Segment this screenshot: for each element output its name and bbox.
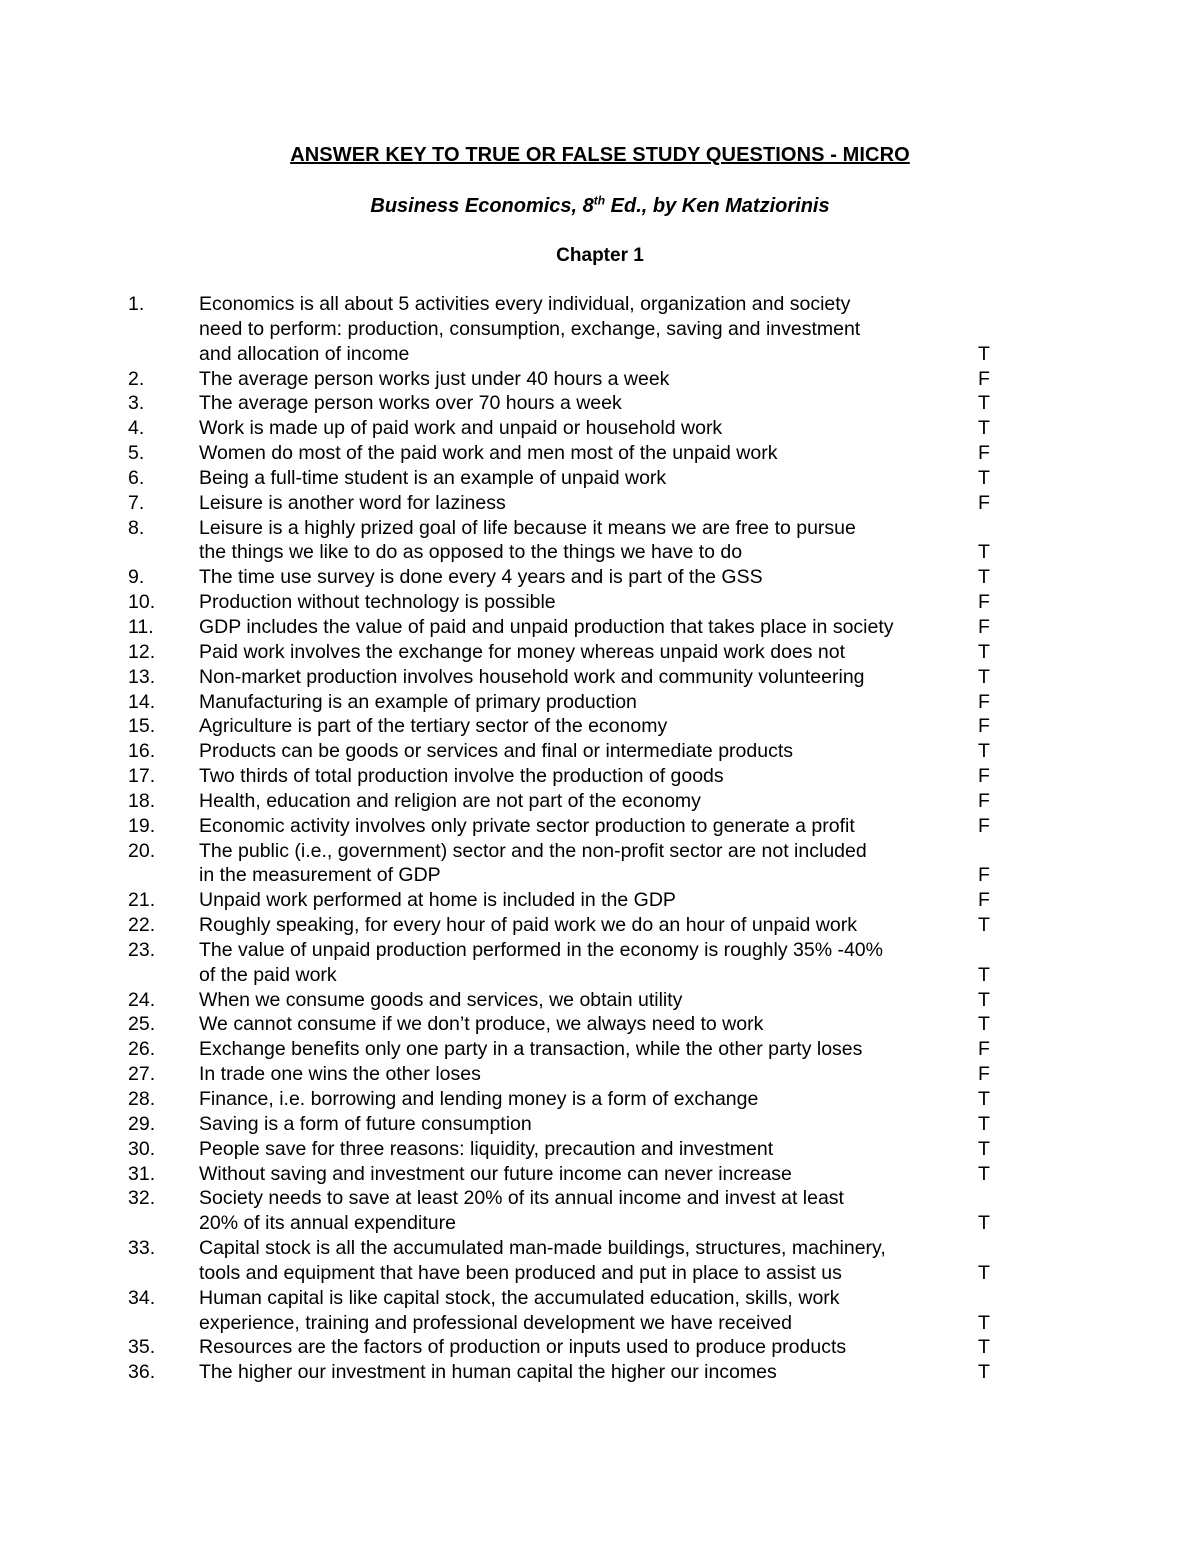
answer-mark: F [978, 367, 990, 390]
question-number: 14. [128, 690, 156, 713]
answer-mark: T [978, 392, 990, 415]
question-text-line: Agriculture is part of the tertiary sector of the economy [199, 715, 668, 738]
question-number: 30. [128, 1137, 156, 1160]
question-number: 19. [128, 814, 156, 837]
question-number: 18. [128, 789, 156, 812]
question-item [0, 391, 1200, 416]
question-text-line: The time use survey is done every 4 years and is part of the GSS [199, 566, 763, 589]
answer-mark: F [978, 1038, 990, 1061]
question-item [0, 516, 1200, 566]
question-text-line: Roughly speaking, for every hour of paid work we do an hour of unpaid work [199, 914, 857, 937]
question-text [199, 416, 969, 441]
question-text-line: When we consume goods and services, we obtain utility [199, 988, 683, 1011]
question-text [199, 988, 969, 1013]
answer-mark: F [978, 864, 990, 887]
question-item [0, 839, 1200, 889]
question-text [199, 441, 969, 466]
question-number: 25. [128, 1013, 156, 1036]
question-text [199, 1062, 969, 1087]
question-text-line: Human capital is like capital stock, the accumulated education, skills, work [199, 1286, 840, 1309]
question-text-line: The public (i.e., government) sector and the non-profit sector are not included [199, 839, 867, 862]
answer-mark: F [978, 765, 990, 788]
question-item [0, 615, 1200, 640]
question-text [199, 565, 969, 590]
answer-mark: F [978, 715, 990, 738]
question-item [0, 1186, 1200, 1236]
question-text-line: The average person works just under 40 hours a week [199, 367, 670, 390]
question-text-line: Economic activity involves only private sector production to generate a profit [199, 814, 855, 837]
question-number: 36. [128, 1361, 156, 1384]
question-item [0, 739, 1200, 764]
subtitle-text-rest: Ed., by Ken Matziorinis [605, 195, 830, 217]
question-text-line: People save for three reasons: liquidity, precaution and investment [199, 1137, 774, 1160]
answer-mark: T [978, 1212, 990, 1235]
question-text-line: Finance, i.e. borrowing and lending money is a form of exchange [199, 1088, 759, 1110]
question-number: 22. [128, 914, 156, 937]
question-text-line: tools and equipment that have been produced and put in place to assist us [199, 1261, 842, 1284]
question-text [199, 1360, 969, 1385]
question-text [199, 938, 969, 988]
question-text-line: Work is made up of paid work and unpaid or household work [199, 417, 723, 440]
question-item [0, 764, 1200, 789]
question-text-line: The average person works over 70 hours a week [199, 392, 622, 415]
question-text [199, 690, 969, 715]
question-text-line: experience, training and professional development we have received [199, 1311, 792, 1334]
question-text-line: Paid work involves the exchange for money whereas unpaid work does not [199, 640, 846, 663]
question-text [199, 1186, 969, 1236]
question-number: 10. [128, 591, 156, 614]
question-item [0, 1236, 1200, 1286]
chapter-heading: Chapter 1 [556, 245, 644, 266]
question-item [0, 1137, 1200, 1162]
answer-mark: F [978, 1063, 990, 1086]
question-item [0, 1360, 1200, 1385]
question-text [199, 913, 969, 938]
question-text [199, 1087, 969, 1112]
question-item [0, 367, 1200, 392]
question-text-line: In trade one wins the other loses [199, 1063, 481, 1086]
answer-mark: F [978, 591, 990, 614]
answer-mark: T [978, 1137, 990, 1160]
answer-mark: T [978, 665, 990, 688]
answer-mark: T [978, 914, 990, 937]
question-number: 26. [128, 1038, 156, 1061]
question-item [0, 665, 1200, 690]
question-text-line: need to perform: production, consumption, exchange, saving and investment [199, 317, 861, 340]
answer-mark: F [978, 789, 990, 812]
question-text-line: Women do most of the paid work and men most of the unpaid work [199, 442, 778, 465]
question-text-line: The higher our investment in human capital the higher our incomes [199, 1361, 777, 1384]
answer-mark: T [978, 1311, 990, 1334]
question-number: 20. [128, 839, 156, 862]
answer-mark: T [978, 417, 990, 440]
question-item [0, 292, 1200, 367]
question-text [199, 1286, 969, 1336]
document-title: ANSWER KEY TO TRUE OR FALSE STUDY QUESTIONS - MICRO [290, 144, 910, 166]
question-text-line: Products can be goods or services and final or intermediate products [199, 740, 793, 763]
subtitle-superscript: th [593, 193, 606, 208]
question-item [0, 1112, 1200, 1137]
question-item [0, 913, 1200, 938]
answer-mark: F [978, 814, 990, 837]
question-number: 17. [128, 765, 156, 788]
question-text-line: Leisure is another word for laziness [199, 491, 506, 514]
question-number: 13. [128, 665, 156, 688]
question-number: 6. [128, 466, 145, 489]
question-item [0, 814, 1200, 839]
question-text-line: the things we like to do as opposed to the things we have to do [199, 541, 743, 564]
question-number: 23. [128, 938, 156, 961]
question-text-line: Unpaid work performed at home is included in the GDP [199, 889, 676, 912]
question-text [199, 1037, 969, 1062]
answer-mark: T [978, 466, 990, 489]
answer-mark: T [978, 1336, 990, 1359]
question-text-line: Resources are the factors of production or inputs used to produce products [199, 1336, 847, 1359]
question-number: 9. [128, 566, 145, 589]
question-item [0, 1037, 1200, 1062]
question-number: 24. [128, 988, 156, 1011]
question-text-line: Exchange benefits only one party in a transaction, while the other party loses [199, 1038, 863, 1061]
question-text [199, 590, 969, 615]
question-text-line: Non-market production involves household work and community volunteering [199, 665, 865, 688]
question-number: 34. [128, 1286, 156, 1309]
question-text [199, 640, 969, 665]
question-text [199, 888, 969, 913]
question-text-line: Capital stock is all the accumulated man-made buildings, structures, machinery, [199, 1237, 886, 1260]
question-text-line: We cannot consume if we don’t produce, we always need to work [199, 1013, 764, 1036]
question-text-line: GDP includes the value of paid and unpaid production that takes place in society [199, 615, 894, 638]
question-item [0, 416, 1200, 441]
question-text-line: Manufacturing is an example of primary production [199, 690, 637, 713]
question-item [0, 1286, 1200, 1336]
question-item [0, 1335, 1200, 1360]
question-text-line: Leisure is a highly prized goal of life because it means we are free to pursue [199, 516, 856, 539]
answer-mark: T [978, 1361, 990, 1384]
question-number: 4. [128, 417, 145, 440]
question-item [0, 1062, 1200, 1087]
question-number: 2. [128, 367, 145, 390]
question-text [199, 665, 969, 690]
question-item [0, 441, 1200, 466]
answer-mark: T [978, 1088, 990, 1110]
question-text [199, 764, 969, 789]
question-text [199, 1335, 969, 1360]
question-number: 8. [128, 516, 145, 539]
answer-mark: T [978, 342, 990, 365]
question-item [0, 466, 1200, 491]
answer-mark: T [978, 1013, 990, 1036]
subtitle-text: Business Economics, 8 [370, 195, 594, 217]
question-item [0, 1162, 1200, 1187]
question-text-line: of the paid work [199, 963, 337, 986]
answer-mark: T [978, 640, 990, 663]
question-item [0, 1087, 1200, 1112]
question-text [199, 714, 969, 739]
document-subtitle [0, 195, 1200, 218]
question-text [199, 1236, 969, 1286]
question-number: 28. [128, 1088, 156, 1110]
question-text [199, 391, 969, 416]
question-text [199, 1137, 969, 1162]
question-text [199, 1112, 969, 1137]
answer-mark: T [978, 1162, 990, 1185]
question-number: 33. [128, 1237, 156, 1260]
question-text [199, 1012, 969, 1037]
question-number: 7. [128, 491, 145, 514]
question-number: 29. [128, 1112, 156, 1135]
question-number: 16. [128, 740, 156, 763]
question-number: 12. [128, 640, 156, 663]
answer-mark: T [978, 566, 990, 589]
question-item [0, 565, 1200, 590]
answer-mark: T [978, 1112, 990, 1135]
question-item [0, 789, 1200, 814]
answer-mark: F [978, 491, 990, 514]
question-text-line: Health, education and religion are not part of the economy [199, 789, 701, 812]
question-text [199, 516, 969, 566]
answer-mark: T [978, 740, 990, 763]
answer-mark: F [978, 442, 990, 465]
question-number: 3. [128, 392, 145, 415]
question-text [199, 814, 969, 839]
question-number: 31. [128, 1162, 156, 1185]
question-text-line: Two thirds of total production involve the production of goods [199, 765, 724, 788]
question-item [0, 491, 1200, 516]
question-number: 11. [128, 615, 154, 638]
question-number: 27. [128, 1063, 156, 1086]
question-text [199, 789, 969, 814]
question-item [0, 938, 1200, 988]
question-text-line: The value of unpaid production performed in the economy is roughly 35% -40% [199, 938, 883, 961]
question-item [0, 690, 1200, 715]
question-number: 32. [128, 1187, 156, 1210]
question-item [0, 988, 1200, 1013]
question-text [199, 466, 969, 491]
answer-mark: T [978, 541, 990, 564]
question-text-line: Being a full-time student is an example of unpaid work [199, 466, 667, 489]
question-item [0, 714, 1200, 739]
question-text [199, 839, 969, 889]
question-text-line: Production without technology is possible [199, 591, 556, 614]
question-number: 5. [128, 442, 145, 465]
question-list [0, 292, 1200, 1385]
question-text [199, 739, 969, 764]
answer-mark: F [978, 615, 990, 638]
question-number: 35. [128, 1336, 156, 1359]
question-item [0, 1012, 1200, 1037]
question-text [199, 367, 969, 392]
question-text [199, 292, 969, 367]
question-text [199, 615, 969, 640]
question-number: 1. [128, 293, 145, 315]
question-item [0, 888, 1200, 913]
question-item [0, 640, 1200, 665]
question-text [199, 1162, 969, 1187]
answer-mark: T [978, 988, 990, 1011]
question-text-line: in the measurement of GDP [199, 864, 441, 887]
question-text-line: Without saving and investment our future income can never increase [199, 1162, 792, 1185]
question-text-line: Saving is a form of future consumption [199, 1112, 532, 1135]
question-item [0, 590, 1200, 615]
question-text-line: 20% of its annual expenditure [199, 1212, 456, 1235]
answer-mark: F [978, 690, 990, 713]
question-text-line: Society needs to save at least 20% of its annual income and invest at least [199, 1187, 844, 1210]
answer-mark: T [978, 963, 990, 986]
question-text-line: and allocation of income [199, 342, 410, 365]
question-number: 21. [128, 889, 156, 912]
question-text-line: Economics is all about 5 activities every individual, organization and society [199, 293, 851, 315]
question-text [199, 491, 969, 516]
question-number: 15. [128, 715, 156, 738]
answer-mark: T [978, 1261, 990, 1284]
answer-mark: F [978, 889, 990, 912]
